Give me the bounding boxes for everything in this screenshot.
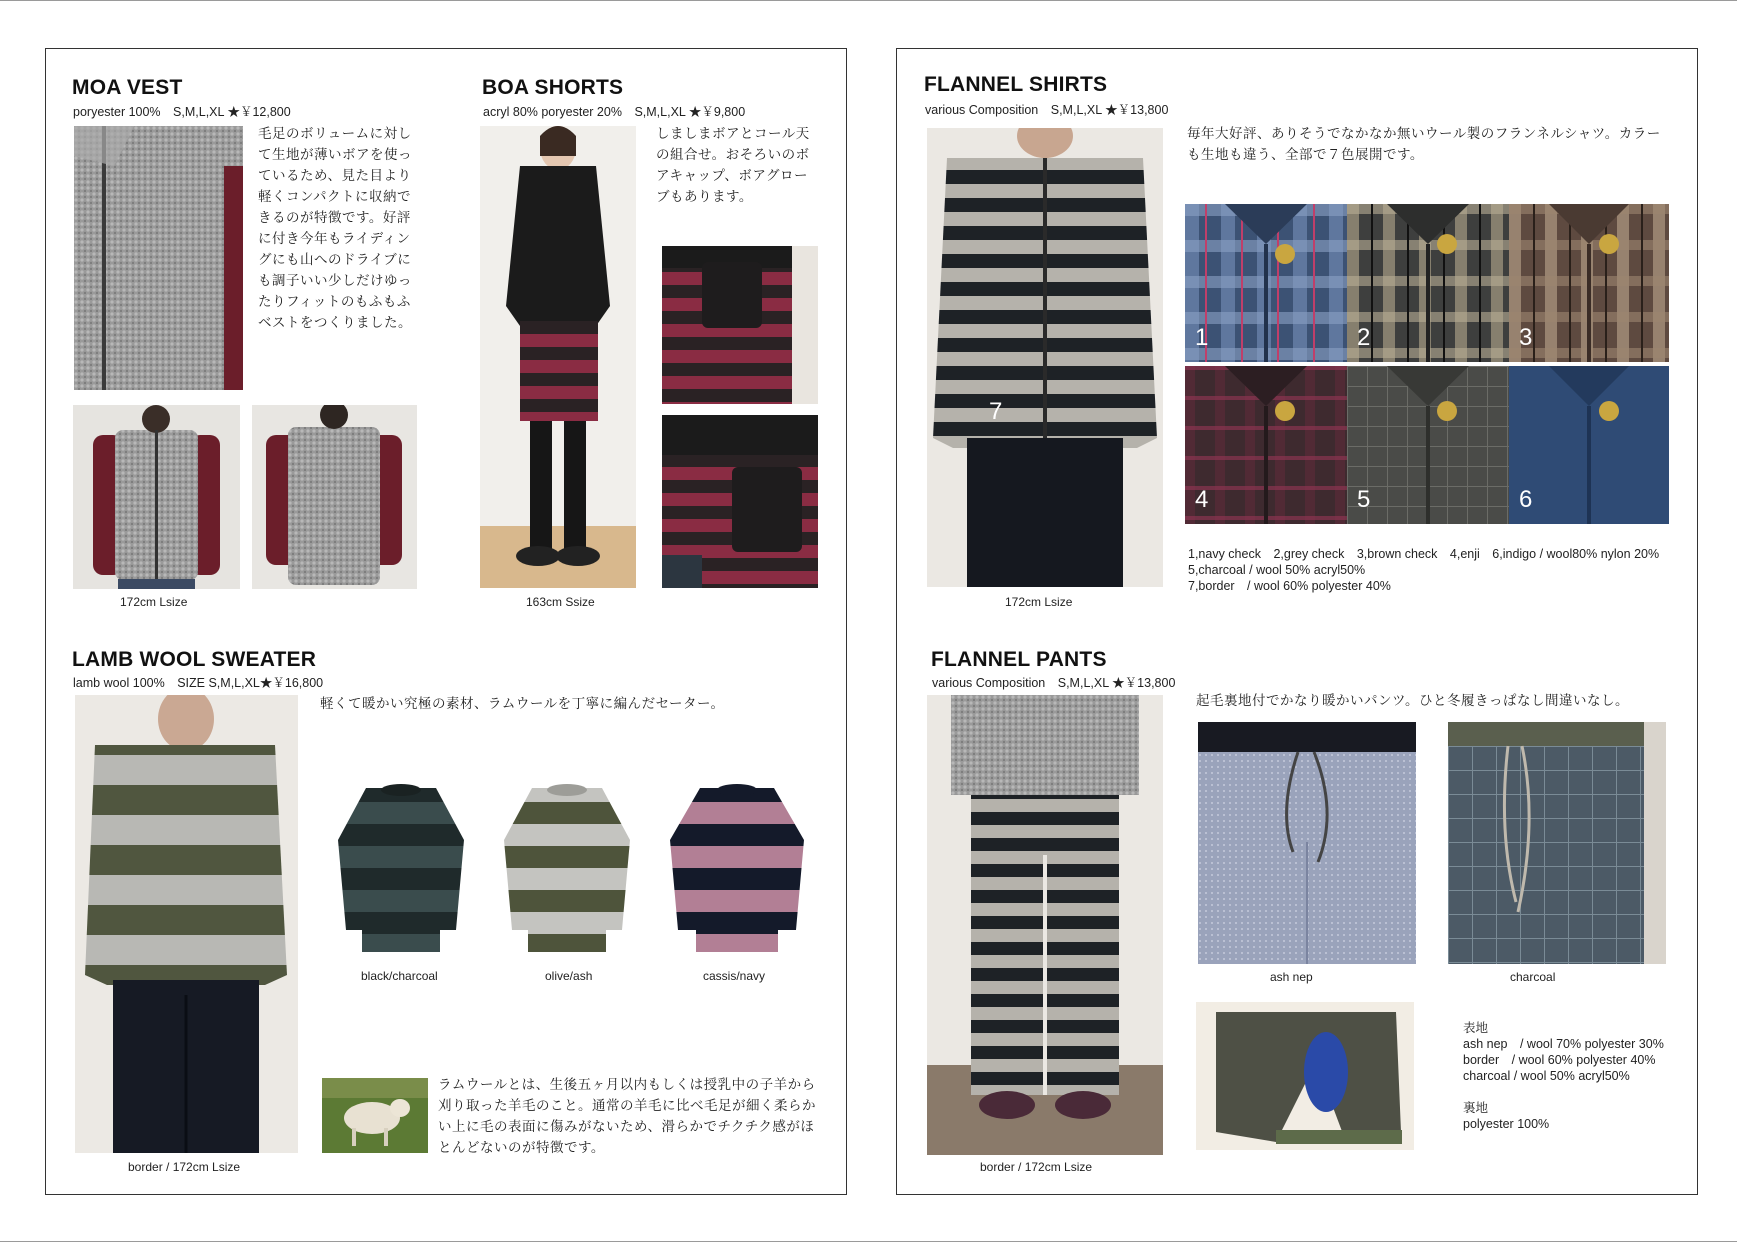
moa-vest-description: 毛足のボリュームに対して生地が薄いボアを使っているため、見た目より軽くコンパクトに収納できるのが特徴です。好評に付き今年もライディングにも山へのドライブにも調子いい少しだけゆったりフィットのもふもふベストをつくりました。 (258, 126, 412, 331)
pants-variant-charcoal: charcoal (1510, 970, 1556, 984)
flannel-shirts-colors-line-2: 5,charcoal / wool 50% acryl50% (1188, 563, 1366, 577)
boa-shorts-caption: 163cm Ssize (526, 595, 595, 609)
boa-shorts-spec: acryl 80% poryester 20% S,M,L,XL ★￥9,800 (483, 105, 746, 119)
pants-variant-ash-nep: ash nep (1270, 970, 1313, 984)
moa-vest-front-photo (73, 405, 240, 589)
flannel-swatch-enji (1185, 366, 1347, 524)
boa-shorts-model-photo (480, 126, 636, 588)
lamb-wool-sweater-title: LAMB WOOL SWEATER (72, 648, 317, 671)
flannel-swatch-brown-check (1509, 204, 1669, 362)
lining-heading: 裏地 (1463, 1101, 1489, 1115)
lamb-photo (322, 1078, 428, 1153)
lamb-wool-sweater-spec: lamb wool 100% SIZE S,M,L,XL★￥16,800 (73, 676, 324, 690)
flannel-pants-caption: border / 172cm Lsize (980, 1160, 1093, 1174)
lamb-wool-sweater-caption: border / 172cm Lsize (128, 1160, 241, 1174)
sweater-color-black-charcoal: black/charcoal (361, 969, 438, 983)
flannel-swatch-navy-check (1185, 204, 1347, 362)
boa-shorts-back-photo (662, 415, 818, 588)
boa-shorts-description: しましまボアとコール天の組合せ。おそろいのボアキャップ、ボアグローブもあります。 (656, 126, 810, 205)
moa-vest-title: MOA VEST (72, 76, 183, 99)
boa-shorts-title: BOA SHORTS (482, 76, 624, 99)
flannel-swatch-charcoal (1347, 366, 1509, 524)
moa-vest-back-photo (252, 405, 417, 589)
flannel-shirt-border-model-photo (927, 128, 1163, 587)
moa-vest-closeup-photo (74, 126, 243, 390)
flannel-shirts-title: FLANNEL SHIRTS (924, 73, 1108, 96)
flannel-shirts-colors-line-1: 1,navy check 2,grey check 3,brown check 4,enji 6,indigo / wool80% nylon 20% (1188, 547, 1660, 561)
moa-vest-spec: poryester 100% S,M,L,XL ★￥12,800 (73, 105, 291, 119)
lamb-wool-sweater-description: 軽くて暖かい究極の素材、ラムウールを丁寧に編んだセーター。 (320, 696, 725, 712)
swatch-number-1: 1 (1195, 324, 1209, 351)
lining-line: polyester 100% (1463, 1117, 1550, 1131)
flannel-shirts-colors-line-3: 7,border / wool 60% polyester 40% (1188, 579, 1391, 593)
flannel-pants-title: FLANNEL PANTS (931, 648, 1107, 671)
fabric-heading: 表地 (1463, 1021, 1489, 1035)
lamb-wool-note: ラムウールとは、生後五ヶ月以内もしくは授乳中の子羊から刈り取った羊毛のこと。通常の羊毛に比べ毛足が細く柔らかい上に毛の表面に傷みがないため、滑らかでチクチク感がほとんどないのが特徴です。 (438, 1077, 816, 1156)
boa-shorts-pocket-photo (662, 246, 818, 404)
swatch-number-2: 2 (1357, 324, 1371, 351)
swatch-number-7: 7 (989, 398, 1003, 425)
flannel-pants-lining-photo (1196, 1002, 1414, 1150)
flannel-pants-ash-nep-photo (1198, 722, 1416, 964)
flannel-pants-border-model-photo (927, 695, 1163, 1155)
swatch-number-6: 6 (1519, 486, 1533, 513)
flannel-swatch-grey-check (1347, 204, 1509, 362)
swatch-number-3: 3 (1519, 324, 1533, 351)
flannel-pants-spec: various Composition S,M,L,XL ★￥13,800 (932, 676, 1176, 690)
fabric-line-1: ash nep / wool 70% polyester 30% (1463, 1037, 1664, 1051)
sweater-color-olive-ash: olive/ash (545, 969, 593, 983)
sweater-black-charcoal-photo (336, 780, 466, 958)
flannel-shirts-spec: various Composition S,M,L,XL ★￥13,800 (925, 103, 1169, 117)
fabric-line-3: charcoal / wool 50% acryl50% (1463, 1069, 1630, 1083)
lamb-wool-sweater-model-photo (75, 695, 298, 1153)
flannel-pants-charcoal-photo (1448, 722, 1666, 964)
flannel-pants-description: 起毛裏地付でかなり暖かいパンツ。ひと冬履きっぱなし間違いなし。 (1196, 693, 1630, 709)
flannel-shirts-caption: 172cm Lsize (1005, 595, 1073, 609)
flannel-shirts-description: 毎年大好評、ありそうでなかなか無いウール製のフランネルシャツ。カラーも生地も違う、全部で７色展開です。 (1187, 126, 1661, 163)
sweater-olive-ash-photo (502, 780, 632, 958)
swatch-number-5: 5 (1357, 486, 1371, 513)
flannel-swatch-indigo (1509, 366, 1669, 524)
moa-vest-caption: 172cm Lsize (120, 595, 188, 609)
flannel-shirts-colors (1188, 546, 1688, 594)
flannel-pants-fabric-info (1463, 1020, 1693, 1132)
fabric-line-2: border / wool 60% polyester 40% (1463, 1053, 1656, 1067)
sweater-color-cassis-navy: cassis/navy (703, 969, 766, 983)
swatch-number-4: 4 (1195, 486, 1209, 513)
top-divider (0, 0, 1737, 1)
sweater-cassis-navy-photo (668, 780, 806, 958)
